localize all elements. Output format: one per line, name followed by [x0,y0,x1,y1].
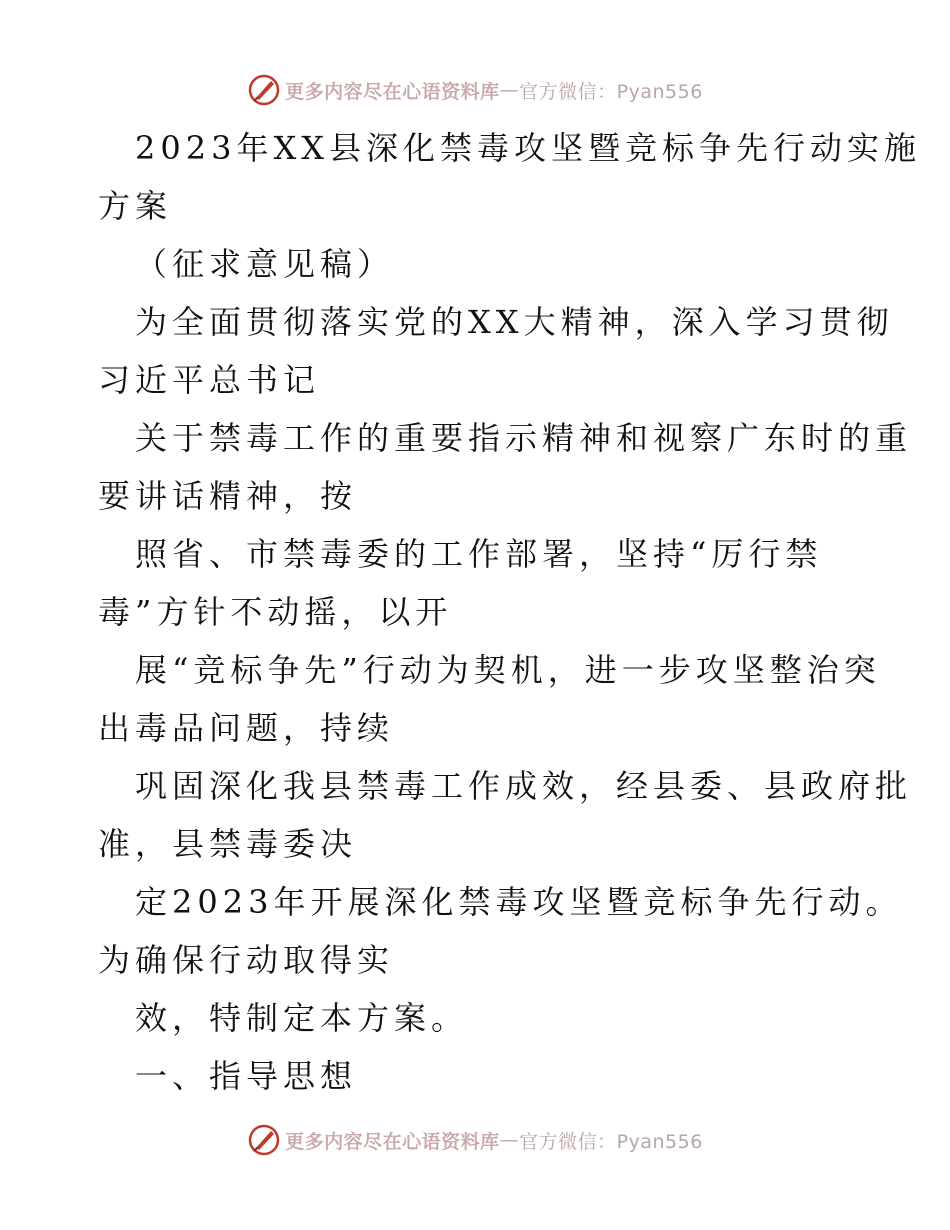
doc-paragraph-line: 关于禁毒工作的重要指示精神和视察广东时的重 [135,419,913,457]
doc-paragraph-line: 毒”方针不动摇，以开 [98,593,453,631]
watermark-main-text: 更多内容尽在心语资料库 [285,1130,500,1153]
doc-paragraph-line: 效，特制定本方案。 [135,999,469,1037]
doc-paragraph-line: 照省、市禁毒委的工作部署，坚持“厉行禁 [135,535,823,573]
doc-paragraph-line: 要讲话精神，按 [98,477,358,515]
doc-paragraph-line: 为全面贯彻落实党的XX大精神，深入学习贯彻 [135,303,894,341]
doc-paragraph-line: 为确保行动取得实 [98,941,395,979]
watermark-wechat-text: 官方微信：Pyan556 [519,1130,703,1153]
watermark-dash: — [499,1129,520,1151]
quill-pen-logo-icon [247,73,281,107]
doc-section-heading: 一、指导思想 [135,1057,358,1095]
doc-title-line-2: 方案 [98,187,173,225]
watermark-header [0,70,950,110]
doc-title-line-1: 2023年XX县深化禁毒攻坚暨竞标争先行动实施 [135,129,922,167]
doc-paragraph-line: 定2023年开展深化禁毒攻坚暨竞标争先行动。 [135,883,903,921]
doc-paragraph-line: 准，县禁毒委决 [98,825,358,863]
watermark-footer [0,1120,950,1160]
doc-subtitle: （征求意见稿） [135,245,395,283]
watermark-dash: — [499,79,520,101]
doc-paragraph-line: 巩固深化我县禁毒工作成效，经县委、县政府批 [135,767,913,805]
doc-paragraph-line: 出毒品问题，持续 [98,709,395,747]
doc-paragraph-line: 习近平总书记 [98,361,321,399]
doc-paragraph-line: 展“竞标争先”行动为契机，进一步攻坚整治突 [135,651,881,689]
watermark-wechat-text: 官方微信：Pyan556 [519,80,703,103]
watermark-main-text: 更多内容尽在心语资料库 [285,80,500,103]
quill-pen-logo-icon [247,1123,281,1157]
